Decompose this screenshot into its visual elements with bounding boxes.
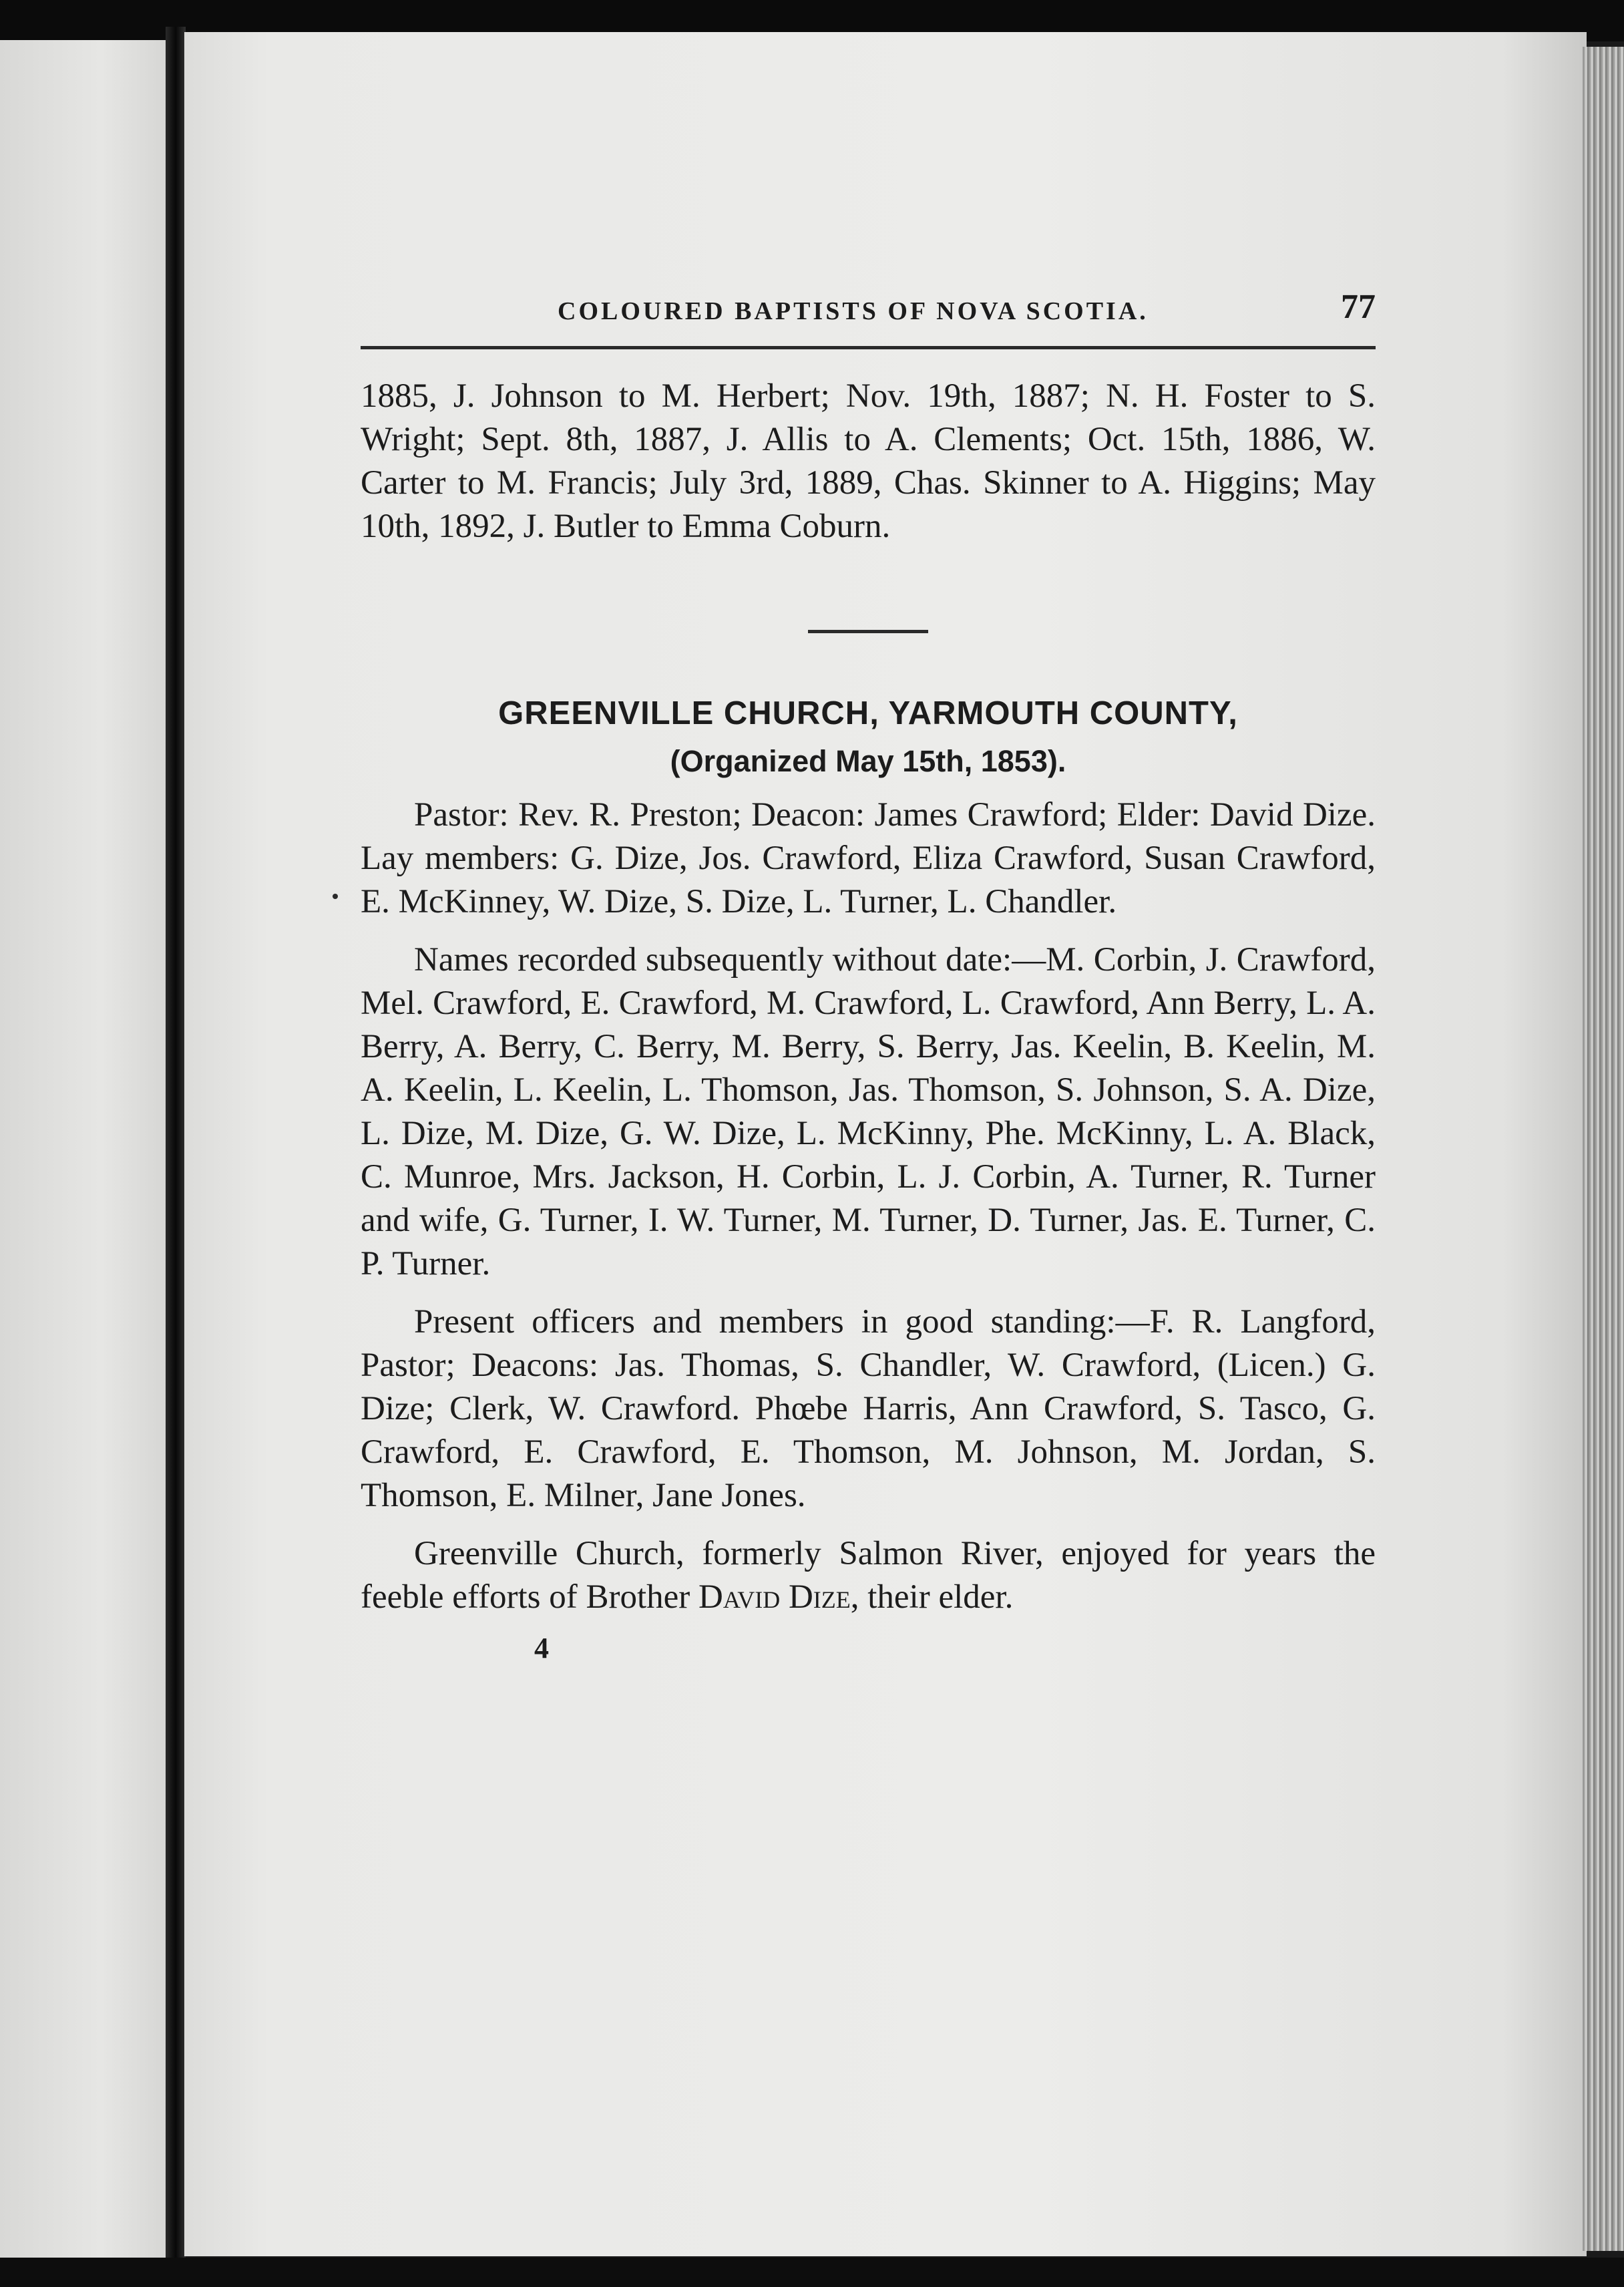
section-separator-rule [808, 630, 928, 633]
history-paragraph [361, 1532, 1376, 1619]
scan-bottom-border [0, 2258, 1624, 2287]
marriages-continuation-paragraph: 1885, J. Johnson to M. Herbert; Nov. 19th, 1887; N. H. Foster to S. Wright; Sept. 8th, 1887, J. Allis to A. Clements; Oct. 15th, 1886, W. Carter to M. Francis; July 3rd, 1889, Chas. Skinner to A. Higgins; May 10th, 1892, J. Butler to Emma Coburn. [361, 377, 1376, 545]
running-title: COLOURED BAPTISTS OF NOVA SCOTIA. [558, 297, 1149, 325]
page-text-block [361, 287, 1376, 1665]
page-number: 77 [1341, 288, 1376, 326]
signature-mark: 4 [534, 1632, 549, 1664]
history-name-text: David Dize [698, 1578, 851, 1616]
names-recorded-paragraph: Names recorded subsequently without date:—M. Corbin, J. Crawford, Mel. Crawford, E. Crawford, M. Crawford, L. Crawford, Ann Berry, L. A. Berry, A. Berry, C. Berry, M. Berry, S. Berry, Jas. Keelin, B. Keelin, M. A. Keelin, L. Keelin, L. Thomson, Jas. Thomson, S. Johnson, S. A. Dize, L. Dize, M. Dize, G. W. Dize, L. McKinny, Phe. McKinny, L. A. Black, C. Munroe, Mrs. Jackson, H. Corbin, L. J. Corbin, A. Turner, R. Turner and wife, G. Turner, I. W. Turner, M. Turner, D. Turner, Jas. E. Turner, C. P. Turner. [361, 941, 1376, 1282]
page-stack-edge [1583, 47, 1624, 2251]
history-tail-text: , their elder. [850, 1578, 1014, 1616]
facing-page-edge [0, 40, 184, 2258]
history-lead-text: Greenville Church, formerly Salmon River, enjoyed for years the feeble efforts of Brother [361, 1535, 1376, 1616]
section-title: GREENVILLE CHURCH, YARMOUTH COUNTY, [498, 695, 1238, 731]
officers-paragraph: Pastor: Rev. R. Preston; Deacon: James Crawford; Elder: David Dize. Lay members: G. Dize, Jos. Crawford, Eliza Crawford, Susan Crawford, E. McKinney, W. Dize, S. Dize, L. Turner, L. Chandler. [361, 796, 1376, 920]
running-header [361, 287, 1376, 341]
print-speck [333, 894, 338, 899]
header-rule [361, 346, 1376, 349]
book-gutter [166, 27, 186, 2271]
section-subtitle: (Organized May 15th, 1853). [670, 744, 1066, 778]
present-officers-paragraph: Present officers and members in good standing:—F. R. Langford, Pastor; Deacons: Jas. Thomas, S. Chandler, W. Crawford, (Licen.) G. Dize; Clerk, W. Crawford. Phœbe Harris, Ann Crawford, S. Tasco, G. Crawford, E. Crawford, E. Thomson, M. Johnson, M. Jordan, S. Thomson, E. Milner, Jane Jones. [361, 1303, 1376, 1514]
